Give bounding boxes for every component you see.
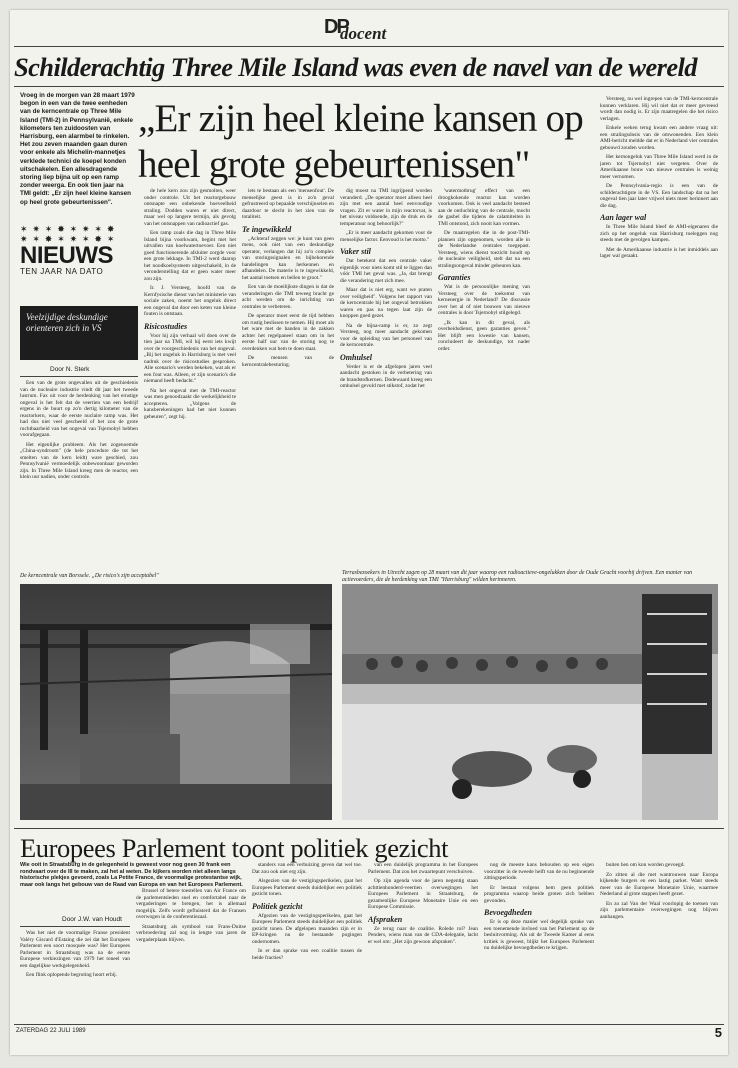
paragraph: Alsgezien van de vestigingsperikelen, gaat het Europees Parlement steeds duidelijker een politiek gezicht tonen. [252,878,362,897]
star-pattern-icon: ✶ ✷ ✶ ✸ ✶ ✷ ✶ ✸ ✷ ✶ ✸ ✶ ✷ ✶ ✸ ✶ [20,225,116,245]
subheading: Garanties [438,273,471,282]
article-column-4 [340,188,432,568]
byline: Door N. Sterk [50,366,90,373]
paragraph: De operator moet eerst de tijd hebben om rustig beslissen te nemen. Hij moet als het ware met de handen in de zakken achter het regelpaneel staan om in het eerste half uur van de storing nog te overdenken wat hem te doen staat. [242,313,334,352]
paragraph: In er dan sprake van een coalitie tussen de beide fracties? [252,948,362,961]
paragraph: 'watermotbrug' effect van een droogkokende reactor kan worden voorkomen. Ook is veel aandacht besteed aan de ontluchting van de centrale, mocht de gasbel die tijdens de calamiteiten in TMI ontstond, zich nooit kan vormen. [438,188,530,227]
nieuws-title: NIEUWS [20,242,113,269]
section-name: docent [340,24,387,43]
byline-rule [20,376,138,377]
photo-caption-right: Terrasbezoekers in Utrecht zagen op 28 maart van dit jaar waarop een radioactieve-ongelukken door de Oude Gracht voorbij drijven. Een manier van actievoerders, die de herdenking van TMI "Harrisburg" wilden herinneren. [342,570,693,583]
nieuws-subtitle: TEN JAAR NA DATO [20,267,104,276]
paragraph: In Three Mile Island bleef de AMI-eigenaren die zich op het ongeluk van Harrisburg toeleggen nog steeds met de gevolgen kampen. [600,224,718,243]
paragraph: Enkele weken terug kwam een andere vraag uit: een stralingsdosis van de omwonenden. Een klein AMI-bericht meldde dat er in Nederland vier centrales gebouwd zouden worden. [600,125,718,151]
article2-column-6 [600,862,718,1020]
subheading: Politiek gezicht [252,901,303,911]
photo-power-plant [20,584,332,820]
paragraph: Op zijn agenda voor de jaren negentig staan achttienhonderd-veertien overwegingen het Europees Parlement in Straatsburg, de gezamenlijke Europese Monetaire Unie en een Europese Commissie. [368,878,478,910]
paragraph: Er is op deze manier wel degelijk sprake van een toenemende invloed van het Parlement op de besluitvorming. Als uit de Tweede Kamer al eens kritiek is geweest, blijkt het Europees Parlement nu duidelijke bevoegdheden te krijgen. [484,919,594,951]
photo-terrace [342,584,718,820]
paragraph: „Er is meer aandacht gekomen voor de menselijke factor. Eenvoud is het motto." [340,230,432,243]
article2-column-2 [136,888,246,1020]
subheading: Omhulsel [340,352,373,362]
paragraph: Straatsburg als symbool van Frans-Duitse verbroedering zal nog in lengte van jaren de vergaderplaats blijven. [136,923,246,943]
article2-column-3 [252,862,362,1020]
article2-column-4 [368,862,478,1020]
paragraph: Het eigenlijke probleem. Als het zogenoemde „China-syndroom" (de hele procedure die tot het smelten van de kern leidt) ware geschied, zou Pennsylvanië vermoedelijk onbewoonbaar geworden zijn. In Three Mile Island kreeg men de reactor, een klein uur nadien, onder controle. [20,441,138,480]
newspaper-page [10,10,728,1055]
footer-rule [14,1024,724,1025]
article-lead: Vroeg in de morgen van 28 maart 1979 begon in een van de twee eenheden van de kerncentrale op Three Mile Island (TMI-2) in Pennsylvanië, enkele kilometers ten zuidoosten van Harrisburg, een alarmbel te rinkelen. Het zou zeven maanden gaan duren voor enkele als Michelin-mannetjes verklede technici de koepel konden uitschakelen. Een allesdragende storing liep bijna uit op een ramp zonder weerga. En ook tien jaar na TMI geldt: „Er zijn heel kleine kansen op heel grote gebeurtenissen". [20,92,135,206]
article-column-3 [242,188,334,568]
article-column-1 [20,380,138,568]
footer-date: ZATERDAG 22 JULI 1989 [16,1028,86,1034]
paragraph: Versteeg, nu wel ingrepen van de TMI-kerncentrale kunnen verklaren. Hij wil niet dat er meer gevreesd wordt dan nodig is. Er zijn maatregelen die het risico verlagen. [600,96,718,122]
article-headline: Schilderachtig Three Mile Island was even de navel van de wereld [14,52,697,82]
paragraph: Dat betekent dat een centrale vaker eigenlijk voor niets komt stil te liggen dan vóór TMI het geval was. „Ja, dat brengt die verandering met zich mee. [340,258,432,284]
paragraph: Zo zitten al die met wantrouwen naar Europa kijkende burgers en een lastig parket. Want steeds meer van de Europese Monetaire Unie, waarmee Nederland al grote stappen heeft gezet. [600,871,718,897]
byline: Door J.W. van Houdt [62,916,122,923]
paragraph: Na de bijna-ramp is er, zo zegt Versteeg, nog meer aandacht gekomen voor de opleiding van het personeel van de kerncentrale. [340,322,432,348]
paragraph: van een duidelijk programma in het Europees Parlement. Dat zou het zwaartepunt verschuiven. [368,862,478,875]
top-rule [14,46,724,47]
paragraph: Met de Amerikaanse industrie is het inmiddels aan lager wal geraakt. [600,246,718,259]
paragraph: „Ik kan in dit geval, als overheidsdienst, geen garanties geven." Het blijft een kwestie van kansen, concludeert de deskundige, tot nader order. [438,319,530,352]
headline-rule [14,86,724,87]
subheading: Afspraken [368,914,403,924]
paragraph: buiten hen om kon worden gevoegd. [606,862,685,868]
paragraph: De Pennsylvania-regio is een van de schilderachtigste in de VS. Een landschap dat na het ongeval tien jaar later vrijwel niets meer herinnert aan die dag. [600,183,718,209]
paragraph: En zo zal Van der Waal voorlopig de toetsen van zijn parlementaire overwegingen nog blijven aanhangen. [600,900,718,920]
paragraph: Na het ongeval met de TMI-reactor was men genoodzaakt die werkelijkheid te accepteren. „Volgens de kansberekeningen had het niet kunnen gebeuren", zegt hij. [144,387,236,420]
quote-headline: „Er zijn heel kleine kansen op heel grote gebeurtenissen" [138,97,583,186]
paragraph: „Achteraf zeggen we: je kunt van geen mens, ook niet van een deskundige operator, verlangen dat hij zo'n complex van storingssignalen en bijbehorende handelingen kan herkennen en afhandelen. De materie is te ingewikkeld, het aantal toetsen en bellen te groot." [242,235,334,281]
article2-column-5 [484,862,594,1020]
byline-rule [20,926,130,927]
paragraph: standers van een verbuizing geven dat wel toe. Dat zou ook niet erg zijn. [252,862,362,875]
paragraph: dig moest na TMI ingrijpend worden veranderd. „De operator moet alleen heel zijn met een aantal heel eenvoudige vragen. Zit er water in mijn reactorvat, is het niveau voldoende, zijn de druk en de temperatuur nog behoorlijk?" [340,188,432,227]
paragraph: Een ramp zoals die dag in Three Mile Island bijna voorkwam, begint met het uitvallen van koelwatertoevoer. Een niet goed functionerende afsluiter zorgde voor een grote lekkage. In TMI-2 werd daarop het noodkoelsysteem uitgeschakeld, in de veronderstelling dat er geen water meer zou zijn. [144,230,236,282]
paragraph: Er bestaat volgens hem geen politiek programma waarop beide groten zich hebben gevonden. [484,884,594,904]
article2-column-1 [20,930,130,1020]
paragraph: Een flink oplopende begroting hoort erbij. [26,972,118,978]
masthead-logo: DP [324,16,348,38]
paragraph: Maar dat is niet erg, want we praten over veiligheid". Volgens het rapport van de kerncentrale bij het ongeval betrokken waren en pas na tegen laat zijn de knoppen goed gezet. [340,287,432,319]
subheading: Vaker stil [340,247,371,256]
paragraph: de hele kern zou zijn gesmolten, weer onder controle. Uit het reactorgebouw ontsnapte een onbekende hoeveelheid straling. Dodden waren er niet direct, maar wel op langere termijn, als gevolg van het ontsnappen van radioactief gas. [144,188,236,227]
paragraph: Het kernongeluk van Three Mile Island werd in de jaren tot Tsjernobyl niet vergeten. Over de Amerikaanse bouw van nieuwe centrales is weinig meer vernomen. [600,154,718,180]
paragraph: De maatregelen die in de post-TMI-plannen zijn opgenomen, worden alle in de Nederlandse centrales toegepast. Versteeg, wiens dienst toezicht houdt op de nucleaire veiligheid, stelt dat na een stralingsongeval minder gebeuren kan. [438,230,530,269]
article-lead: Wie ooit in Straatsburg in de gelegenheid is geweest voor nog geen 30 frank een rondvaart over de Ill te maken, zal het al weten. De kijkers worden niet alleen langs historische plekjes gevoerd, zoals La Petite France, de voormalige protestantse wijk, maar ook langs het gebouw van de Raad van Europa en van het Europees Parlement. [20,862,243,888]
subheading: Risicostudies [144,321,188,331]
paragraph: De mensen van de kerncentralebesturing. [242,355,334,368]
article-column-6 [600,96,718,568]
paragraph: Ze terug naar de coalitie. Rolede rol? Jean Penders, wiens man van de CDA-delegatie, lacht er wel om: „Het zijn gewoon afspraken". [368,925,478,945]
paragraph: Ir. J. Versteeg, hoofd van de Kernfysische dienst van het ministerie van sociale zaken, noemt het ongeluk direct een ongeval dat door een keten van kleine fouten is ontstaan. [144,285,236,317]
paragraph: iets te bestaan als een 'mensenfout'. De menselijke geest is in zo'n geval gefrustreerd op bepaalde verschijnselen en daardoor te slecht in het zien van de totaliteit. [242,188,334,220]
subheading: Aan lager wal [600,213,647,222]
article-column-5 [438,188,530,568]
photo-caption-left: De kerncentrale van Borssele. „De risico's zijn acceptabel" [20,573,159,579]
nieuws-logo-box [20,225,138,303]
subheading: Te ingewikkeld [242,224,292,234]
paragraph: Voor hij zijn verhaal wil doen over de tien jaar na TMI, wil hij eerst iets kwijt over de voorgeschiedenis van het ongeval. „Bij het ongeluk in Harrisburg is met veel nadruk over de risicostudies gesproken. Alle scenario's werden bekeken, wat als er een fout was. Alleen, er zijn scenario's die niemand heeft bedacht." [144,332,236,384]
paragraph: Verder is er de afgelopen jaren veel aandacht gestoken in de verbetering van de brandstofkernen. Dodewaard kreeg een omhulsel gevuld met stikstof, zodat het [340,363,432,389]
article-headline: Europees Parlement toont politiek gezicht [20,833,449,863]
paragraph: Afgezien van de vestigingsperikelen, gaat het Europees Parlement steeds duidelijker een politiek gezicht tonen. De afgelopen maanden zijn er in EP-kringen nu de bestaande pogingen ondernomen. [252,912,362,945]
tagline-box: Veelzijdige deskundige orienteren zich in VS [20,306,138,360]
page-number: 5 [714,1025,722,1040]
paragraph: Een van de grote ongevallen uit de geschiedenis van de nucleaire industrie vindt dit jaar het tweede lustrum. Fax uit voor de herdenking van het ernstige ongeval is het feit dat de veertien van een bedrijf ergens in de buurt op zo'n dertig kilometer van de reactorkern, waar de eerste nuclaire ramp was. Het had dus niet veel gescheeld of het zou de grote ruchtbaarheid van het ongeval van Tsjernobyl hebben voorafgegaan. [20,380,138,438]
article-column-2 [144,188,236,568]
paragraph: Een van de moeilijkste dingen is dat de veranderingen die TMI teweeg bracht ge acht werden om de inrichting van centrales te verbeteren. [242,284,334,310]
masthead [310,16,470,42]
paragraph: nog de meeste kans behouden op een eigen voorzitter in de tweede helft van de nu beginnende zittingsperiode. [484,862,594,881]
paragraph: Brussel of betere toestellen van Air France om de parlementsleden snel en comfortabel naar de vergaderingen te brengen, het is allemaal mogelijk. Zelfs wordt gefluisterd dat de Fransen overwogen in de conferentiezaal. [136,888,246,920]
paragraph: Was het niet de voormalige Franse president Valéry Giscard d'Estaing die zei dat het Europees Parlement een soort mosquée was? Het Europees Parlement in Straatsburg was na de eerste Europese verkiezingen van 1979 het toneel van een dagelijkse werkgelegenheid. [20,930,130,969]
subheading: Bevoegdheden [484,908,532,917]
paragraph: Wat is de persoonlijke mening van Versteeg over de toekomst van kernenergie in Nederland? De discussie over het al of niet bouwen van nieuwe centrales is door Tsjernobyl stilgelegd. [438,284,530,316]
section-rule [14,828,724,829]
